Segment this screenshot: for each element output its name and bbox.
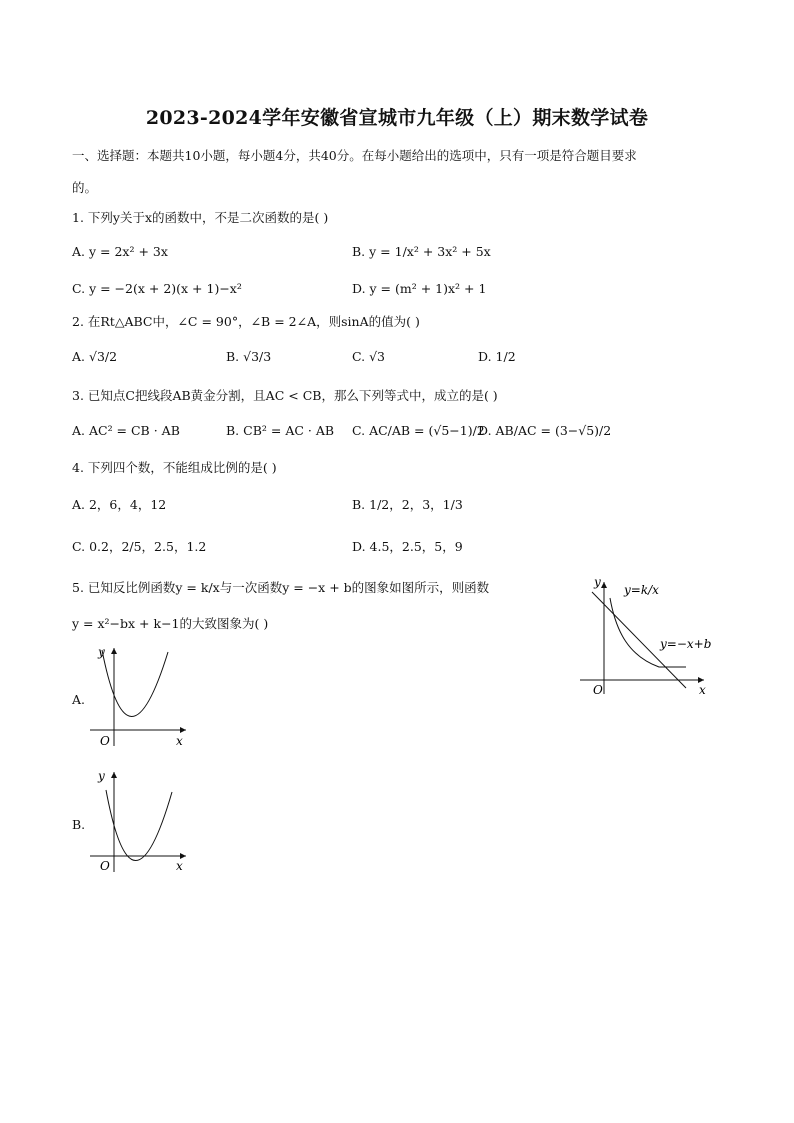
question-2-option-c[interactable]: C. √3 xyxy=(352,349,385,364)
option-a-parabola xyxy=(102,650,168,717)
question-1-option-b[interactable]: B. y = 1/x² + 3x² + 5x xyxy=(352,244,491,259)
question-5-stem-line1: 5. 已知反比例函数y = k/x与一次函数y = −x + b的图象如图所示，则函数 xyxy=(72,580,490,595)
option-b-parabola xyxy=(106,790,172,861)
question-5-option-a-letter[interactable]: A. xyxy=(72,692,86,707)
question-2-option-d[interactable]: D. 1/2 xyxy=(478,349,516,364)
section-heading-line2: 的。 xyxy=(72,180,98,195)
option-b-origin-label: O xyxy=(100,859,110,873)
question-2-stem: 2. 在Rt△ABC中，∠C = 90°，∠B = 2∠A，则sinA的值为( ) xyxy=(72,314,420,329)
question-1-stem: 1. 下列y关于x的函数中，不是二次函数的是( ) xyxy=(72,210,329,225)
question-4-option-b[interactable]: B. 1/2，2，3，1/3 xyxy=(352,497,463,512)
question-5-reference-figure xyxy=(574,570,730,700)
question-3-stem: 3. 已知点C把线段AB黄金分割，且AC < CB，那么下列等式中，成立的是( ) xyxy=(72,388,498,403)
question-5-stem-line2: y = x²−bx + k−1的大致图象为( ) xyxy=(72,616,269,631)
option-a-y-label: y xyxy=(98,645,105,659)
question-2-option-a[interactable]: A. √3/2 xyxy=(72,349,118,364)
question-5-option-b-letter[interactable]: B. xyxy=(72,817,86,832)
figure-x-label: x xyxy=(699,683,706,697)
figure-origin-label: O xyxy=(593,683,603,697)
option-b-x-label: x xyxy=(176,859,183,873)
figure-hyperbola xyxy=(610,598,686,667)
question-4-stem: 4. 下列四个数，不能组成比例的是( ) xyxy=(72,460,277,475)
question-3-option-b[interactable]: B. CB² = AC · AB xyxy=(226,423,335,438)
option-a-x-label: x xyxy=(176,734,183,748)
question-1-option-d[interactable]: D. y = (m² + 1)x² + 1 xyxy=(352,281,487,296)
figure-y-label: y xyxy=(594,575,601,589)
question-1-option-c[interactable]: C. y = −2(x + 2)(x + 1)−x² xyxy=(72,281,242,296)
figure-curve-label: y=k/x xyxy=(624,583,659,597)
question-5-option-a-graph[interactable] xyxy=(86,642,196,752)
question-1-option-a[interactable]: A. y = 2x² + 3x xyxy=(72,244,168,259)
question-3-option-a[interactable]: A. AC² = CB · AB xyxy=(72,423,180,438)
page-title: 2023-2024学年安徽省宣城市九年级（上）期末数学试卷 xyxy=(145,107,649,129)
figure-line-label: y=−x+b xyxy=(660,637,712,651)
option-b-y-label: y xyxy=(98,769,105,783)
question-4-option-d[interactable]: D. 4.5，2.5，5，9 xyxy=(352,539,463,554)
question-3-option-d[interactable]: D. AB/AC = (3−√5)/2 xyxy=(478,423,612,438)
section-heading-line1: 一、选择题：本题共10小题，每小题4分，共40分。在每小题给出的选项中，只有一项是符合题目要求 xyxy=(72,148,637,163)
question-2-option-b[interactable]: B. √3/3 xyxy=(226,349,272,364)
question-5-option-b-graph[interactable] xyxy=(86,766,196,876)
option-a-origin-label: O xyxy=(100,734,110,748)
question-4-option-c[interactable]: C. 0.2，2/5，2.5，1.2 xyxy=(72,539,207,554)
question-4-option-a[interactable]: A. 2，6，4，12 xyxy=(72,497,167,512)
question-3-option-c[interactable]: C. AC/AB = (√5−1)/2 xyxy=(352,423,485,438)
